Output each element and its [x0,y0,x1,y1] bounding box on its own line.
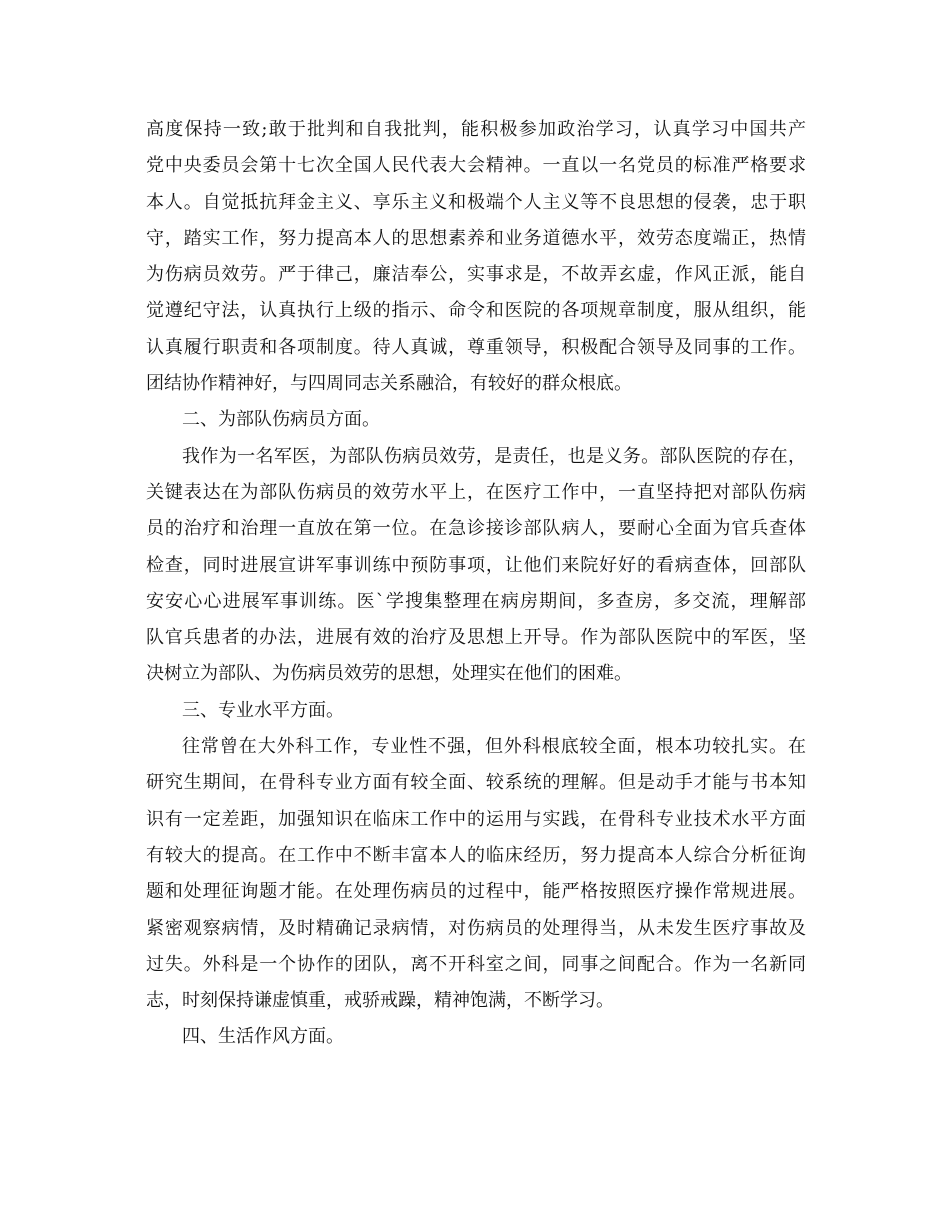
text-line: 为伤病员效劳。严于律己，廉洁奉公，实事求是，不故弄玄虚，作风正派，能自 [146,264,806,286]
text-line: 决树立为部队、为伤病员效劳的思想，处理实在他们的困难。 [146,663,632,685]
text-line: 研究生期间，在骨科专业方面有较全面、较系统的理解。但是动手才能与书本知 [146,772,806,794]
text-line: 关键表达在为部队伤病员的效劳水平上，在医疗工作中，一直坚持把对部队伤病 [146,481,806,503]
text-line: 四、生活作风方面。 [182,1026,344,1048]
text-line: 检查，同时进展宣讲军事训练中预防事项，让他们来院好好的看病查体，回部队 [146,554,806,576]
text-line: 守，踏实工作，努力提高本人的思想素养和业务道德水平，效劳态度端正，热情 [146,227,806,249]
text-line: 团结协作精神好，与四周同志关系融洽，有较好的群众根底。 [146,373,632,395]
text-line: 本人。自觉抵抗拜金主义、享乐主义和极端个人主义等不良思想的侵袭，忠于职 [146,191,806,213]
text-line: 我作为一名军医，为部队伤病员效劳，是责任，也是义务。部队医院的存在， [182,445,806,467]
text-line: 识有一定差距，加强知识在临床工作中的运用与实践，在骨科专业技术水平方面 [146,808,806,830]
text-line: 紧密观察病情，及时精确记录病情，对伤病员的处理得当，从未发生医疗事故及 [146,917,806,939]
text-line: 认真履行职责和各项制度。待人真诚，尊重领导，积极配合领导及同事的工作。 [146,336,806,358]
text-line: 题和处理征询题才能。在处理伤病员的过程中，能严格按照医疗操作常规进展。 [146,881,806,903]
document-body [146,112,806,1056]
text-line: 三、专业水平方面。 [182,699,344,721]
text-line: 有较大的提高。在工作中不断丰富本人的临床经历，努力提高本人综合分析征询 [146,844,806,866]
text-line: 安安心心进展军事训练。医`学搜集整理在病房期间，多查房，多交流，理解部 [146,590,806,612]
text-line: 高度保持一致;敢于批判和自我批判，能积极参加政治学习，认真学习中国共产 [146,119,806,140]
text-line: 往常曾在大外科工作，专业性不强，但外科根底较全面，根本功较扎实。在 [182,736,806,758]
text-line: 志，时刻保持谦虚慎重，戒骄戒躁，精神饱满，不断学习。 [146,990,614,1012]
text-line: 员的治疗和治理一直放在第一位。在急诊接诊部队病人，要耐心全面为官兵查体 [146,518,806,540]
text-line: 队官兵患者的办法，进展有效的治疗及思想上开导。作为部队医院中的军医，坚 [146,627,806,649]
text-line: 二、为部队伤病员方面。 [182,409,380,431]
text-line: 觉遵纪守法，认真执行上级的指示、命令和医院的各项规章制度，服从组织，能 [146,300,806,322]
text-line: 党中央委员会第十七次全国人民代表大会精神。一直以一名党员的标准严格要求 [146,155,806,177]
text-line: 过失。外科是一个协作的团队，离不开科室之间，同事之间配合。作为一名新同 [146,953,806,975]
